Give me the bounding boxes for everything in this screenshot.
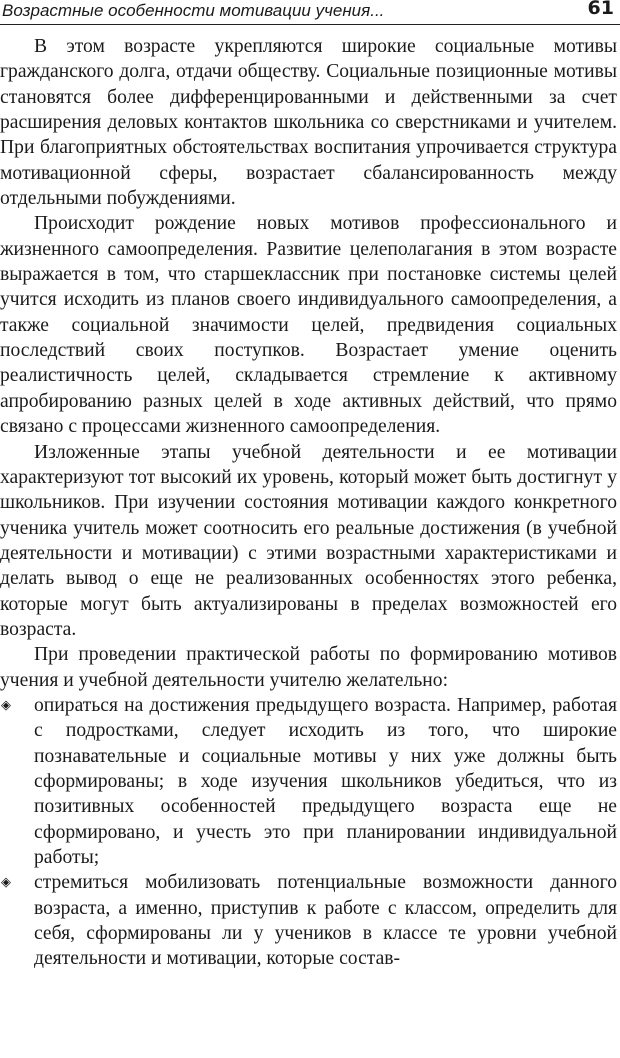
list-item-text: опираться на достижения предыдущего возраста. Например, работая с подростками, следует исходить из того, что широкие познавательные и социальные мотивы у них уже должны быть сформированы; в ходе изучения школьников убедиться, что из позитивных особенностей предыдущего возраста еще не сформировано, и учесть это при планировании индивидуальной работы; [34,694,617,868]
running-head [0,0,620,25]
paragraph: Изложенные этапы учебной деятельности и ее мотивации характеризуют тот высокий их уровень, который может быть достигнут у школьников. При изучении состояния мотивации каждого конкретного ученика учитель может соотносить его реальные достижения (в учебной деятельности и мотивации) с этими возрастными характеристиками и делать вывод о еще не реализованных особенностях этого ребенка, которые могут быть актуализированы в пределах возможностей его возраста. [0,441,617,640]
page-number: 61 [587,0,614,19]
list-item-text: стремиться мобилизовать потенциальные возможности данного возраста, а именно, приступив к работе с классом, определить для себя, сформированы ли у учеников в классе те уровни учебной деятельности и мотивации, которые состав- [34,872,617,970]
diamond-bullet-icon: ◈ [1,875,11,891]
paragraph: При проведении практической работы по формированию мотивов учения и учебной деятельности учителю желательно: [0,644,617,691]
bullet-list [0,693,617,972]
paragraph: В этом возрасте укрепляются широкие социальные мотивы гражданского долга, отдачи обществу. Социальные позиционные мотивы становятся более дифференцированными и действенными за счет расширения деловых контактов школьника со сверстниками и учителем. При благоприятных обстоятельствах воспитания упрочивается структура мотивационной сферы, возрастает сбалансированность между отдельными побуждениями. [0,36,617,210]
running-title: Возрастные особенности мотивации учения... [2,1,385,20]
diamond-bullet-icon: ◈ [1,697,11,713]
paragraph: Происходит рождение новых мотивов профессионального и жизненного самоопределения. Развитие целеполагания в этом возрасте выражается в том, что старшеклассник при постановке системы целей учится исходить из планов своего индивидуального самоопределения, а также социальной значимости целей, предвидения социальных последствий своих поступков. Возрастает умение оценить реалистичность целей, складывается стремление к активному апробированию разных целей в ходе активных действий, что прямо связано с процессами жизненного самоопределения. [0,213,617,438]
list-item [0,870,617,971]
list-item [0,693,617,870]
body-text [0,34,617,972]
